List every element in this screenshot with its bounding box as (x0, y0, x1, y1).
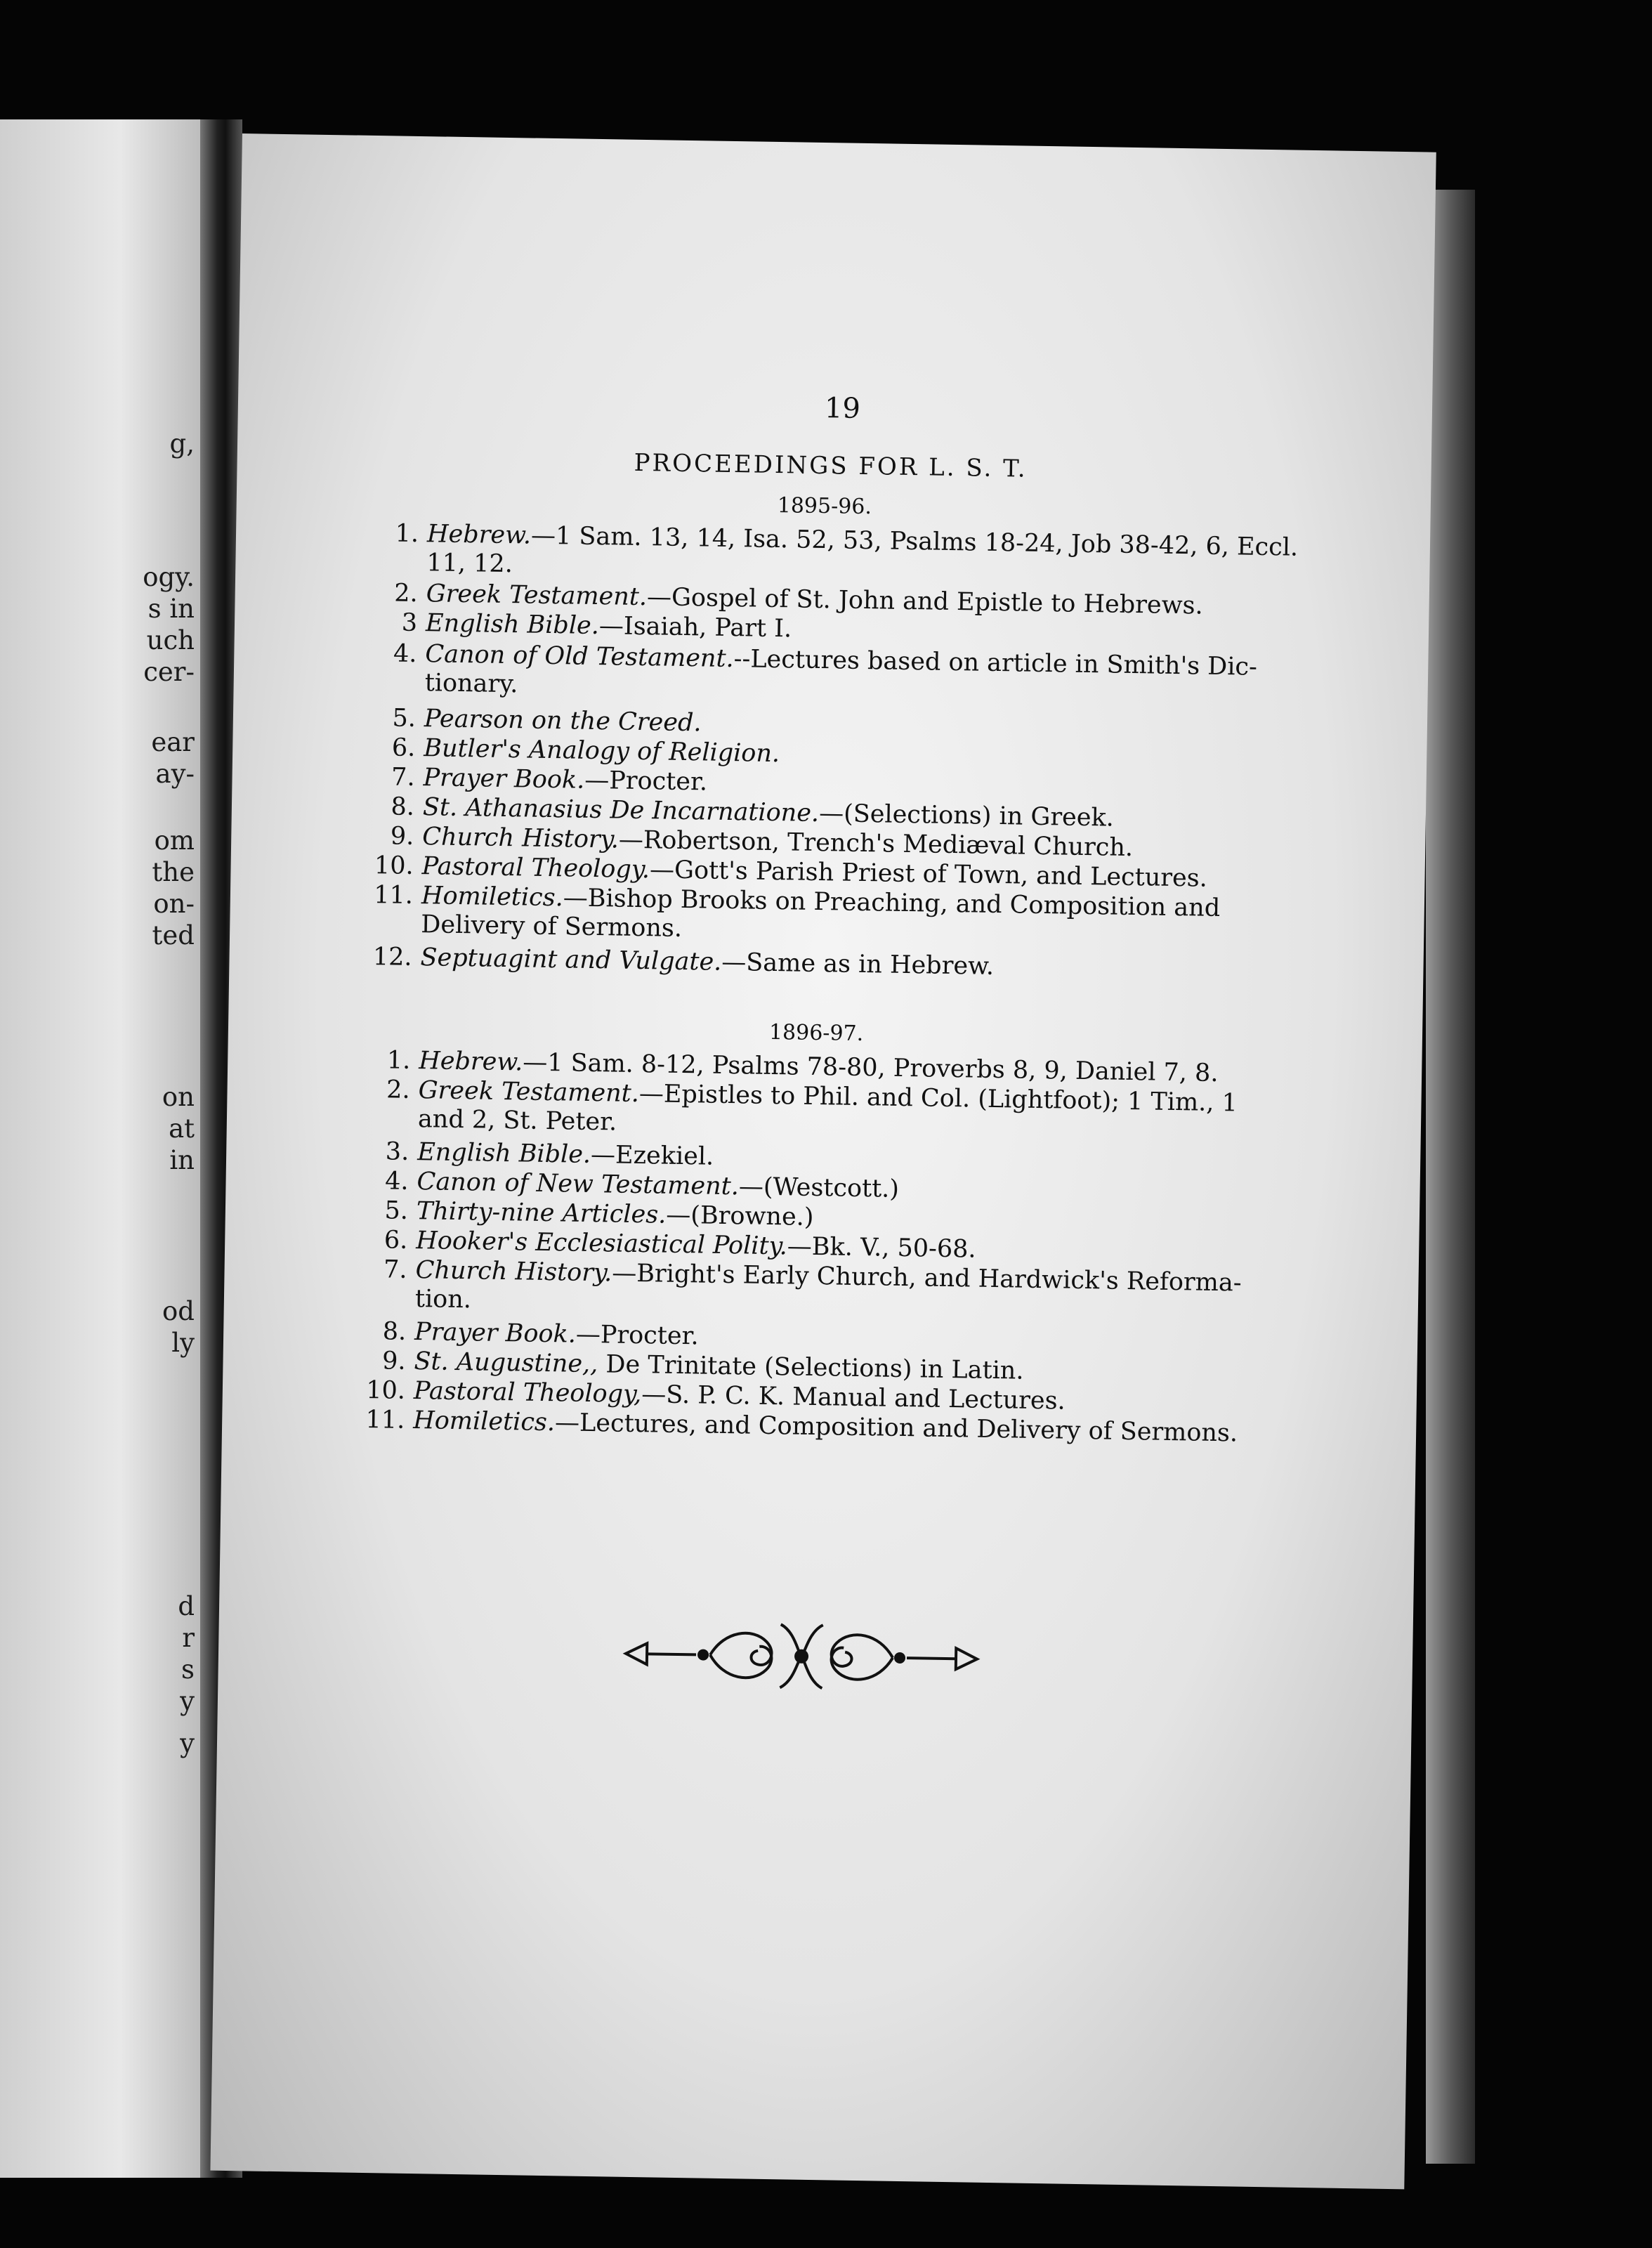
item-text: —(Browne.) (666, 1201, 814, 1231)
item-title: English Bible. (425, 609, 600, 641)
item-text: —1 Sam. 13, 14, Isa. 52, 53, Psalms 18-24, Job 38-42, 6, Eccl. (530, 521, 1299, 562)
left-fragment: at (169, 1113, 195, 1144)
item-number: 9. (390, 822, 414, 851)
list-item (369, 942, 994, 981)
left-fragment: ted (152, 920, 195, 950)
item-text: De Trinitate (Selections) in Latin. (598, 1350, 1024, 1385)
left-fragment: in (169, 1145, 195, 1175)
item-number: 5. (392, 704, 417, 733)
item-number: 1. (395, 519, 419, 549)
item-text: —Bright's Early Church, and Hardwick's Reforma- (611, 1259, 1242, 1298)
left-fragment: on- (153, 889, 195, 919)
item-title: Pastoral Theology, (413, 1377, 642, 1409)
item-text: —Bishop Brooks on Preaching, and Composition and (563, 884, 1221, 923)
left-fragment: on (162, 1082, 195, 1112)
list-item (364, 1316, 699, 1351)
item-title: Prayer Book. (414, 1318, 577, 1349)
item-title: Hebrew. (426, 520, 532, 550)
item-title: Canon of Old Testament. (425, 640, 735, 674)
item-title: Prayer Book. (423, 764, 585, 795)
left-fragment: y (180, 1728, 195, 1758)
item-number: 11. (374, 881, 414, 910)
item-title: Hebrew. (418, 1047, 523, 1077)
list-item (362, 1405, 1238, 1449)
right-page (210, 133, 1436, 2189)
item-number: 10. (365, 1375, 406, 1405)
item-number: 6. (383, 1226, 408, 1255)
item-continuation: 11, 12. (426, 549, 513, 579)
page-edge (1426, 190, 1475, 2164)
list-item (374, 703, 702, 738)
item-number: 8. (382, 1317, 407, 1346)
item-continuation: tion. (414, 1285, 472, 1314)
left-fragment: d (178, 1591, 195, 1621)
left-fragment: om (154, 825, 195, 856)
item-text: —Gospel of St. John and Epistle to Hebrews. (646, 583, 1203, 620)
left-fragment: ogy. (143, 562, 195, 592)
item-text: —Bk. V., 50-68. (787, 1232, 976, 1264)
item-text: —Robertson, Trench's Mediæval Church. (618, 825, 1134, 863)
item-number: 9. (381, 1347, 406, 1375)
item-continuation: and 2, St. Peter. (417, 1105, 617, 1137)
item-number: 3 (401, 608, 418, 637)
item-number: 4. (384, 1167, 409, 1196)
item-title: Butler's Analogy of Religion. (423, 734, 780, 769)
left-fragment: y (180, 1686, 195, 1716)
item-number: 2. (386, 1076, 410, 1104)
item-title: Pearson on the Creed. (424, 705, 702, 738)
list-item (372, 762, 707, 797)
left-fragment: g, (169, 429, 195, 459)
item-continuation: tionary. (424, 669, 518, 699)
left-fragment: s in (148, 594, 195, 624)
item-number: 11. (365, 1405, 405, 1435)
list-item (375, 608, 792, 643)
left-fragment: cer- (143, 657, 195, 687)
item-title: Greek Testament. (418, 1076, 640, 1109)
left-fragment: ly (171, 1328, 195, 1358)
item-title: Thirty-nine Articles. (416, 1197, 667, 1229)
left-fragment: uch (146, 625, 195, 655)
item-title: Septuagint and Vulgate. (420, 943, 722, 976)
item-text: —Isaiah, Part I. (598, 612, 792, 643)
item-number: 5. (384, 1196, 409, 1225)
left-fragment: ear (151, 727, 195, 757)
item-text: —(Selections) in Greek. (818, 799, 1115, 832)
item-number: 10. (374, 851, 414, 880)
item-number: 7. (383, 1255, 407, 1284)
item-number: 8. (391, 792, 415, 821)
left-fragment: od (162, 1296, 195, 1326)
ornament-flourish (618, 1608, 985, 1705)
item-title: English Bible. (417, 1138, 591, 1169)
item-text: —Ezekiel. (590, 1140, 714, 1171)
item-text: —Same as in Hebrew. (721, 948, 995, 981)
item-number: 1. (386, 1046, 411, 1075)
item-title: Homiletics. (412, 1406, 556, 1437)
item-number: 3. (385, 1137, 409, 1166)
item-number: 7. (391, 763, 415, 792)
item-title: Homiletics. (421, 882, 564, 913)
item-continuation: Delivery of Sermons. (421, 910, 683, 943)
page-number: 19 (824, 392, 861, 425)
item-text: —Lectures, and Composition and Delivery of Sermons. (554, 1409, 1238, 1448)
item-number: 6. (391, 733, 416, 762)
item-title: Church History. (421, 823, 620, 854)
item-title: Pastoral Theology. (421, 852, 650, 884)
left-page (0, 119, 200, 2178)
item-title: Greek Testament. (426, 580, 648, 612)
item-number: 4. (393, 639, 417, 668)
item-title: St. Athanasius De Incarnatione. (422, 793, 820, 828)
item-text: --Lectures based on article in Smith's Dic- (733, 645, 1258, 681)
list-item (376, 518, 1299, 563)
item-title: Church History. (415, 1256, 612, 1288)
section-year: 1895-96. (777, 493, 872, 520)
list-item (365, 1255, 1242, 1298)
item-text: —(Westcott.) (738, 1172, 900, 1203)
left-fragment: ay- (155, 759, 195, 789)
item-text: —Epistles to Phil. and Col. (Lightfoot); 1 Tim., 1 (638, 1080, 1238, 1118)
item-text: —Procter. (575, 1320, 699, 1351)
left-fragment: r (182, 1623, 195, 1653)
item-title: Hooker's Ecclesiastical Polity. (415, 1227, 788, 1261)
section-year: 1896-97. (768, 1019, 864, 1047)
item-text: —1 Sam. 8-12, Psalms 78-80, Proverbs 8, 9, Daniel 7, 8. (522, 1048, 1219, 1087)
item-text: —S. P. C. K. Manual and Lectures. (641, 1380, 1066, 1416)
item-number: 12. (372, 943, 412, 972)
item-title: Canon of New Testament. (417, 1168, 740, 1201)
left-fragment: the (152, 857, 195, 887)
left-fragment: s (181, 1654, 195, 1685)
item-title: St. Augustine,, (414, 1347, 598, 1379)
item-number: 2. (394, 579, 419, 608)
item-text: —Procter. (584, 766, 708, 797)
item-text: —Gott's Parish Priest of Town, and Lectures. (649, 856, 1208, 893)
page-heading: PROCEEDINGS FOR L. S. T. (634, 448, 1028, 483)
